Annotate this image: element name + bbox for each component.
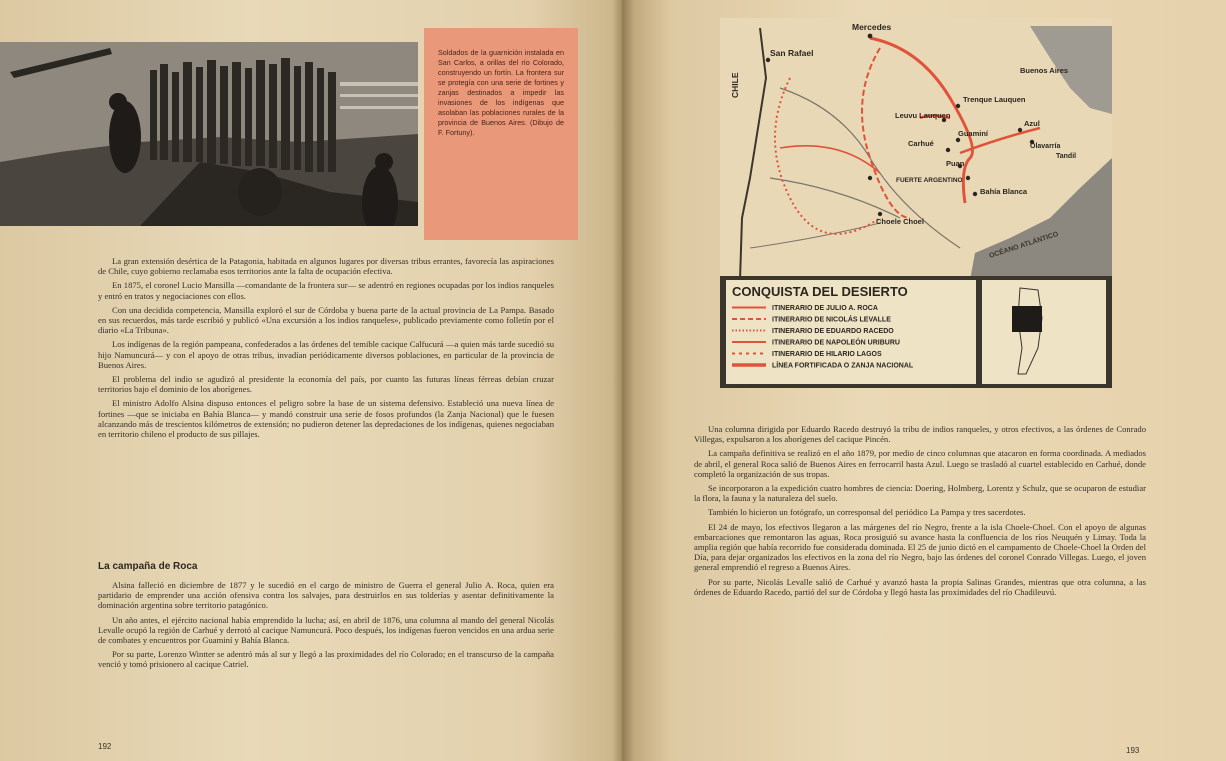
map-label: Bahía Blanca: [980, 187, 1028, 196]
legend-label: LÍNEA FORTIFICADA O ZANJA NACIONAL: [772, 362, 914, 370]
legend-label: ITINERARIO DE HILARIO LAGOS: [772, 351, 882, 358]
map-label: FUERTE ARGENTINO: [896, 177, 963, 184]
page-number-left: 192: [98, 742, 112, 751]
photo-illustration: [0, 42, 418, 226]
legend-label: ITINERARIO DE EDUARDO RACEDO: [772, 328, 894, 335]
paragraph: Una columna dirigida por Eduardo Racedo destruyó la tribu de indios ranqueles, y otros efectivos, a las órdenes de Conrado Villegas, expulsaron a los aborígenes del cacique Pincén.: [694, 424, 1146, 445]
paragraph: Se incorporaron a la expedición cuatro hombres de ciencia: Doering, Holmberg, Lorentz y Schulz, que se ocuparon de estudiar la flora, la fauna y la naturaleza del suelo.: [694, 483, 1146, 504]
map-label: Azul: [1024, 119, 1040, 128]
map-label: Trenque Lauquen: [963, 95, 1026, 104]
map-label: Mercedes: [852, 22, 892, 32]
paragraph: El problema del indio se agudizó al presidente la economía del país, por cuanto las futuras líneas férreas debían cruzar territorios bajo el dominio de los aborígenes.: [98, 374, 554, 395]
map-label: Guaminí: [958, 129, 989, 138]
right-text-block: [694, 424, 1146, 601]
map-label: Leuvu Lauquen: [895, 111, 951, 120]
paragraph: El 24 de mayo, los efectivos llegaron a las márgenes del río Negro, frente a la isla Choele-Choel. Con el apoyo de algunas embarcaciones que remontaron las aguas, Roca prosiguió su avance hasta la confluencia de los ríos Neuquén y Limay. Toda la amplia región que había recorrido fue considerada dominada. El 25 de junio dictó en el campamento de Choele-Choel la Orden del Día, para dejar organizados los efectivos en la zona del río Negro, bajo las órdenes del coronel Conrado Villegas. Luego, el joven general emprendió el regreso a Buenos Aires.: [694, 521, 1146, 573]
map-title: CONQUISTA DEL DESIERTO: [732, 284, 908, 299]
page-number-right: 193: [1126, 746, 1140, 755]
left-text-block-2: [98, 580, 554, 674]
legend-label: ITINERARIO DE NICOLÁS LEVALLE: [772, 316, 891, 324]
map-label: Olavarría: [1030, 143, 1061, 150]
map-label: OCÉANO ATLÁNTICO: [988, 230, 1060, 260]
map-label: Buenos Aires: [1020, 66, 1069, 75]
right-page: [622, 0, 1226, 761]
map: [720, 18, 1112, 388]
map-label: Tandil: [1056, 153, 1077, 160]
map-svg: [720, 18, 1112, 388]
map-label: San Rafael: [770, 48, 814, 58]
map-label: Choele Choel: [876, 217, 924, 226]
paragraph: La gran extensión desértica de la Patagonia, habitada en algunos lugares por diversas tribus errantes, favorecía las aspiraciones de Chile, cuyo gobierno reclamaba esos territorios ante la falta de ocupación efectiva.: [98, 256, 554, 277]
legend-label: ITINERARIO DE NAPOLEÓN URIBURU: [772, 339, 900, 347]
book-gutter: [612, 0, 634, 761]
map-label: Carhué: [908, 139, 934, 148]
map-label: Puan: [946, 159, 965, 168]
paragraph: Por su parte, Lorenzo Wintter se adentró más al sur y llegó a las proximidades del río Colorado; en el transcurso de la campaña venció y tomó prisionero al cacique Catriel.: [98, 649, 554, 670]
paragraph: Alsina falleció en diciembre de 1877 y le sucedió en el cargo de ministro de Guerra el general Julio A. Roca, quien era partidario de emprender una acción ofensiva contra los salvajes, para destruirlos en sus tolderías y asentar definitivamente la dominación argentina sobre territorio patagónico.: [98, 580, 554, 611]
section-heading: La campaña de Roca: [98, 561, 198, 572]
paragraph: La campaña definitiva se realizó en el año 1879, por medio de cinco columnas que atacaron en forma coordinada. A mediados de abril, el general Roca salió de Buenos Aires en ferrocarril hasta Azul. Luego se trasladó al cuartel establecido en Carhué, donde completó la organización de sus tropas.: [694, 448, 1146, 479]
paragraph: En 1875, el coronel Lucio Mansilla —comandante de la frontera sur— se adentró en regiones ocupadas por los indios ranqueles y entró en tratos y negociaciones con ellos.: [98, 280, 554, 301]
map-label: CHILE: [730, 72, 740, 98]
paragraph: Por su parte, Nicolás Levalle salió de Carhué y avanzó hasta la propia Salinas Grandes, mientras que otra columna, a las órdenes de Eduardo Racedo, partió del sur de Córdoba y llegó hasta las proximidades del río Chadileuvú.: [694, 576, 1146, 597]
paragraph: Los indígenas de la región pampeana, confederados a las órdenes del temible cacique Calfucurá —a quien más tarde sucedió su hijo Namuncurá— y con el apoyo de otras tribus, invadían periódicamente diversos poblaciones, en particular de la provincia de Buenos Aires.: [98, 339, 554, 370]
paragraph: Un año antes, el ejército nacional había emprendido la lucha; así, en abril de 1876, una columna al mando del general Nicolás Levalle ocupó la región de Carhué y derrotó al cacique Namuncurá. Poco después, los indígenas fueron vencidos en una ardua serie de combates y encuentros por Guaminí y Bahía Blanca.: [98, 614, 554, 646]
paragraph: Con una decidida competencia, Mansilla exploró el sur de Córdoba y buena parte de la actual provincia de La Pampa. Basado en sus recuerdos, más tarde escribió y publicó «Una excursión a los indios ranqueles», publicado previamente como folletín por el diario «La Tribuna».: [98, 304, 554, 336]
historical-photo: [0, 42, 418, 226]
caption-text: Soldados de la guarnición instalada en San Carlos, a orillas del río Colorado, construyendo un fortín. La frontera sur se protegía con una serie de fortines y zanjas destinados a impedir las invasiones de los indígenas que asolaban las poblaciones rurales de la provincia de Buenos Aires. (Dibujo de F. Fortuny).: [438, 48, 564, 137]
paragraph: También lo hicieron un fotógrafo, un corresponsal del periódico La Pampa y tres sacerdotes.: [708, 507, 1026, 518]
paragraph: El ministro Adolfo Alsina dispuso entonces el peligro sobre la base de un sistema defensivo. Estableció una nueva línea de fortines —que se iniciaba en Bahía Blanca— y mandó construir una serie de fosos profundos (la Zanja Nacional) que le fuesen alcanzando más de trescientos kilómetros de extensión; no pudieron detener las depredaciones de los indígenas, quienes negociaban en territorio chileno el producto de sus pillajes.: [98, 398, 554, 440]
left-text-block: [98, 256, 554, 443]
caption-box: [424, 28, 578, 240]
legend-label: ITINERARIO DE JULIO A. ROCA: [772, 305, 878, 312]
